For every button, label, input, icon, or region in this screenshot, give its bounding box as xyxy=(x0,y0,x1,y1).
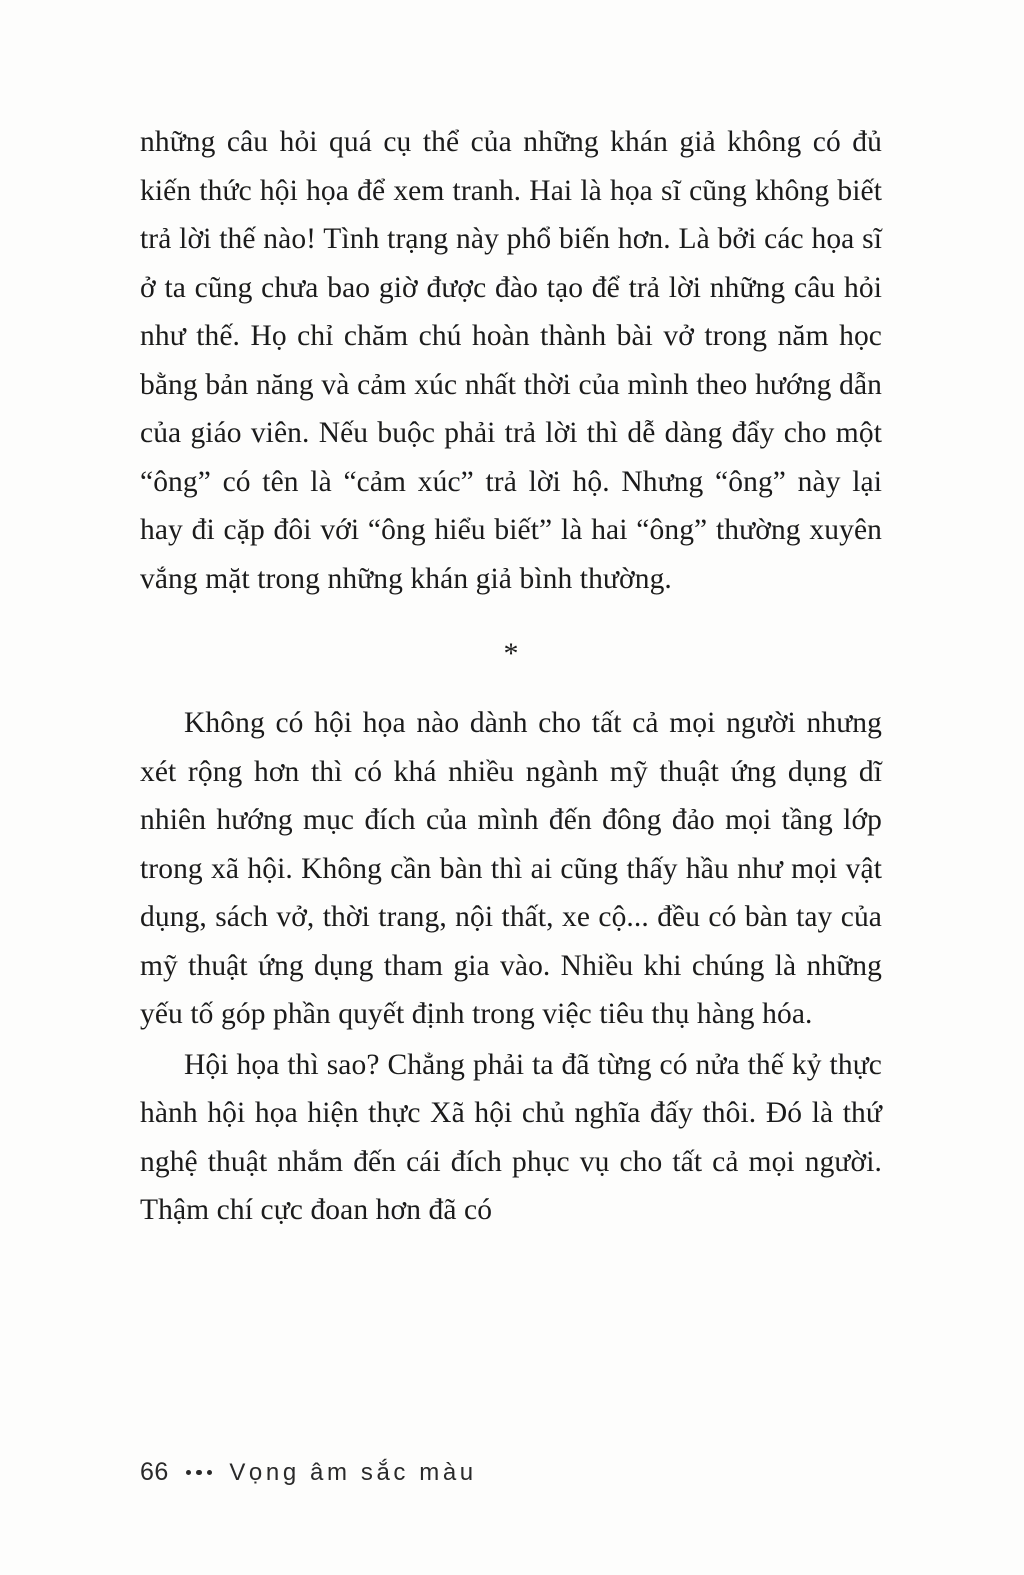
section-separator: * xyxy=(503,637,519,670)
paragraph-second: Không có hội họa nào dành cho tất cả mọi người nhưng xét rộng hơn thì có khá nhiều ngành mỹ thuật ứng dụng dĩ nhiên hướng mục đích của mình đến đông đảo mọi tầng lớp trong xã hội. Không cần bàn thì ai cũng thấy hầu như mọi vật dụng, sách vở, thời trang, nội thất, xe cộ... đều có bàn tay của mỹ thuật ứng dụng tham gia vào. Nhiều khi chúng là những yếu tố góp phần quyết định trong việc tiêu thụ hàng hóa. xyxy=(140,707,882,1030)
paragraph-continued: những câu hỏi quá cụ thể của những khán giả không có đủ kiến thức hội họa để xem tranh. Hai là họa sĩ cũng không biết trả lời thế nào! Tình trạng này phổ biến hơn. Là bởi các họa sĩ ở ta cũng chưa bao giờ được đào tạo để trả lời những câu hỏi như thế. Họ chỉ chăm chú hoàn thành bài vở trong năm học bằng bản năng và cảm xúc nhất thời của mình theo hướng dẫn của giáo viên. Nếu buộc phải trả lời thì dễ dàng đẩy cho một “ông” có tên là “cảm xúc” trả lời hộ. Nhưng “ông” này lại hay đi cặp đôi với “ông hiểu biết” là hai “ông” thường xuyên vắng mặt trong những khán giả bình thường. xyxy=(140,126,882,595)
paragraph-third: Hội họa thì sao? Chẳng phải ta đã từng có nửa thế kỷ thực hành hội họa hiện thực Xã hội chủ nghĩa đấy thôi. Đó là thứ nghệ thuật nhắm đến cái đích phục vụ cho tất cả mọi người. Thậm chí cực đoan hơn đã có xyxy=(140,1048,882,1226)
page-footer xyxy=(140,1458,477,1487)
page-body xyxy=(140,118,882,1235)
running-book-title: Vọng âm sắc màu xyxy=(229,1458,477,1486)
page-number: 66 xyxy=(140,1458,169,1486)
decorative-dots-icon xyxy=(186,1470,213,1476)
